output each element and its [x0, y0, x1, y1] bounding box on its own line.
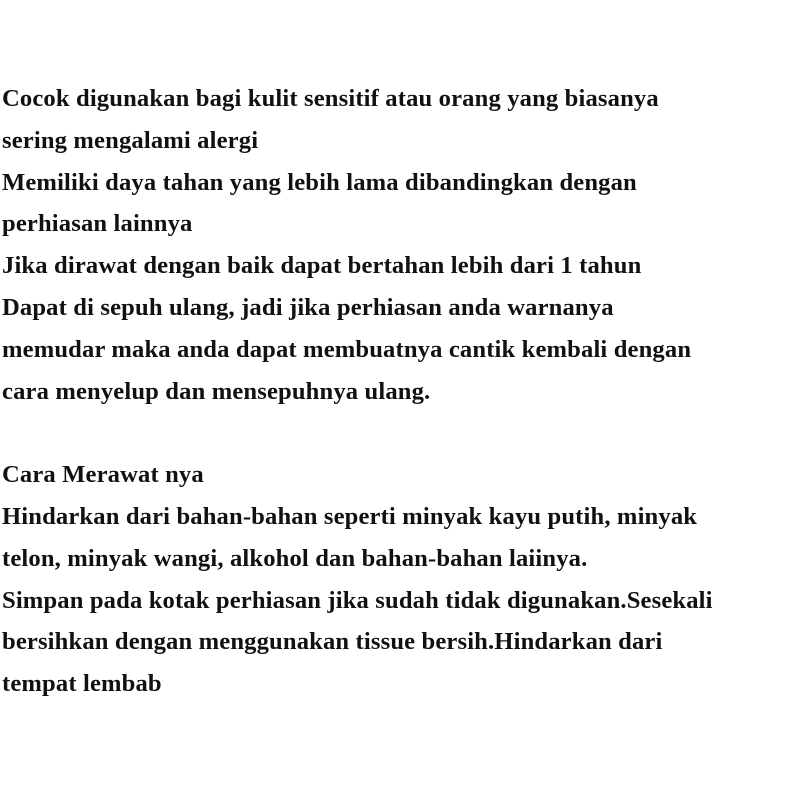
text-line: perhiasan lainnya	[2, 210, 193, 238]
text-line: Dapat di sepuh ulang, jadi jika perhiasan anda warnanya	[2, 293, 614, 321]
text-line: bersihkan dengan menggunakan tissue bersih.Hindarkan dari	[2, 628, 663, 656]
text-line: Cocok digunakan bagi kulit sensitif atau orang yang biasanya	[2, 85, 659, 112]
text-line: Simpan pada kotak perhiasan jika sudah tidak digunakan.Sesekali	[2, 586, 713, 614]
text-line: memudar maka anda dapat membuatnya cantik kembali dengan	[2, 335, 692, 363]
text-line: Memiliki daya tahan yang lebih lama dibandingkan dengan	[2, 168, 637, 196]
text-line: sering mengalami alergi	[2, 126, 259, 154]
document-body	[2, 78, 798, 705]
text-line: Jika dirawat dengan baik dapat bertahan lebih dari 1 tahun	[2, 252, 642, 280]
section-heading: Cara Merawat nya	[2, 461, 204, 489]
text-line: tempat lembab	[2, 670, 162, 698]
text-line: Hindarkan dari bahan-bahan seperti minyak kayu putih, minyak	[2, 502, 698, 530]
care-section	[2, 454, 798, 705]
text-line: telon, minyak wangi, alkohol dan bahan-bahan laiinya.	[2, 544, 588, 572]
benefits-section	[2, 78, 798, 412]
text-line: cara menyelup dan mensepuhnya ulang.	[2, 377, 431, 405]
paragraph-gap	[2, 412, 798, 454]
